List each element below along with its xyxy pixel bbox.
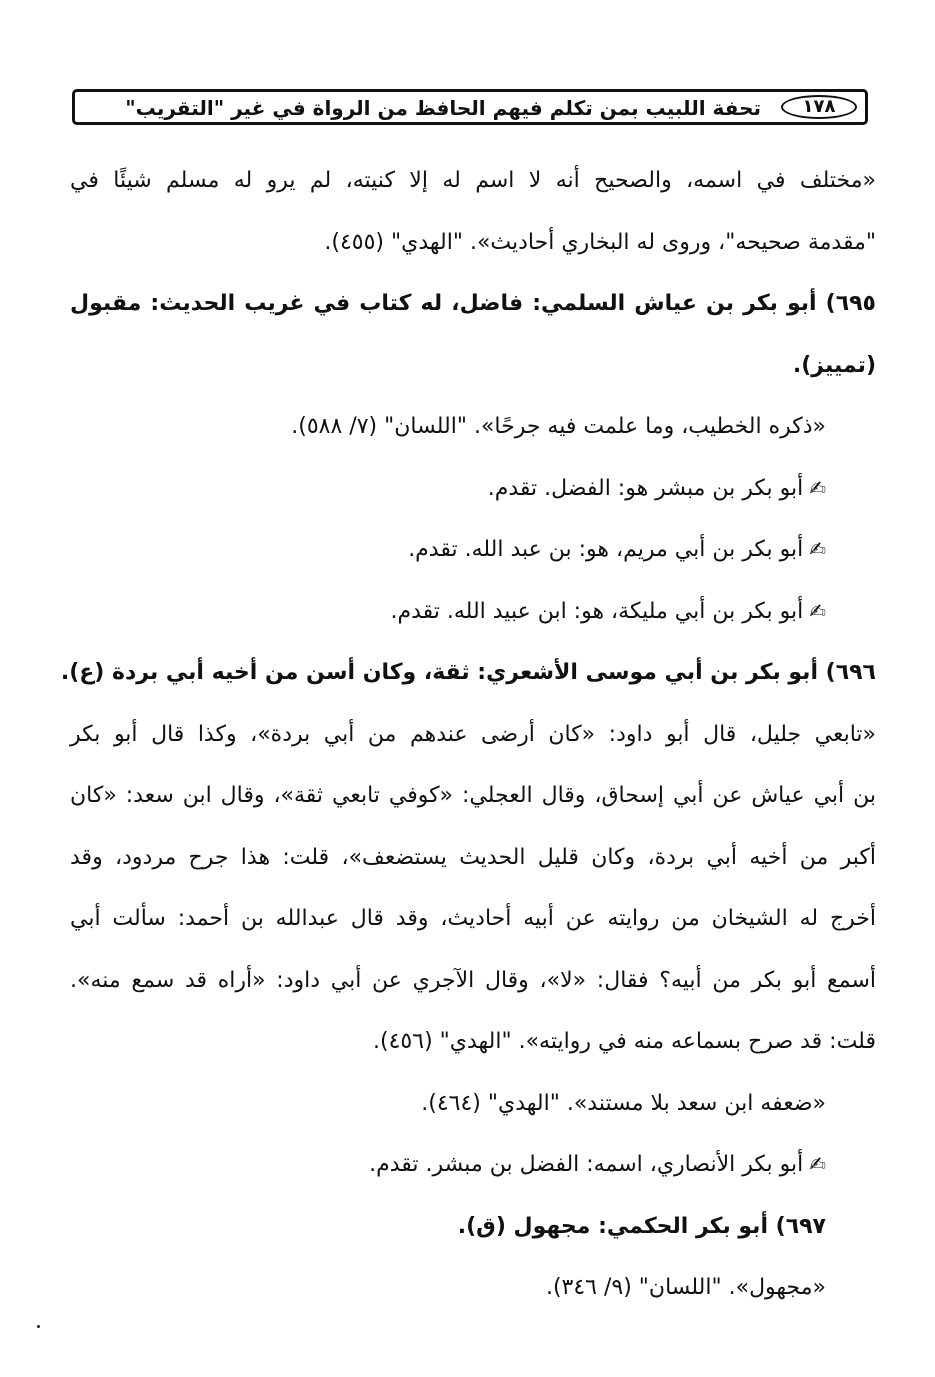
text-line: قلت: قد صرح بسماعه منه في روايته». "الهدي" (٤٥٦). [373, 1029, 876, 1054]
text-line: أخرج له الشيخان من روايته عن أبيه أحاديث، وقد قال عبدالله بن أحمد: سألت أبي [70, 906, 876, 931]
pen-icon: ✍ [809, 537, 826, 561]
text-line: بن أبي عياش عن أبي إسحاق، وقال العجلي: «كوفي تابعي ثقة»، وقال ابن سعد: «كان [70, 783, 876, 808]
cross-reference [70, 581, 876, 643]
entry-heading-cont: (تمييز). [792, 352, 876, 378]
cross-reference [70, 458, 876, 520]
pen-icon: ✍ [809, 1152, 826, 1176]
text-line: «مجهول». "اللسان" (٩/ ٣٤٦). [545, 1275, 826, 1300]
text-line: «ذكره الخطيب، وما علمت فيه جرحًا». "اللسان" (٧/ ٥٨٨). [291, 414, 826, 439]
cross-reference [70, 1134, 876, 1196]
cross-reference-text: أبو بكر بن مبشر هو: الفضل. تقدم. [487, 475, 804, 501]
text-line: "مقدمة صحيحه"، وروى له البخاري أحاديث». "الهدي" (٤٥٥). [324, 229, 876, 255]
page-body [60, 150, 876, 1319]
running-header [72, 89, 868, 125]
cross-reference-text: أبو بكر بن أبي مريم، هو: بن عبد الله. تقدم. [408, 537, 804, 562]
entry-heading: ٦٩٧) أبو بكر الحكمي: مجهول (ق). [457, 1213, 826, 1239]
text-line: «ضعفه ابن سعد بلا مستند». "الهدي" (٤٦٤). [421, 1090, 826, 1116]
text-line: أكبر من أخيه أبي بردة، وكان قليل الحديث يستضعف»، قلت: هذا جرح مردود، وقد [70, 844, 876, 870]
scan-speck [37, 1325, 40, 1328]
entry-heading: ٦٩٥) أبو بكر بن عياش السلمي: فاضل، له كتاب في غريب الحديث: مقبول [70, 291, 876, 316]
cross-reference-text: أبو بكر الأنصاري، اسمه: الفضل بن مبشر. تقدم. [369, 1152, 804, 1177]
cross-reference-text: أبو بكر بن أبي مليكة، هو: ابن عبيد الله. تقدم. [390, 598, 804, 624]
page-number: ١٧٨ [781, 95, 857, 119]
pen-icon: ✍ [809, 598, 826, 623]
entry-heading: ٦٩٦) أبو بكر بن أبي موسى الأشعري: ثقة، وكان أسن من أخيه أبي بردة (ع). [60, 660, 876, 685]
running-title: تحفة اللبيب بمن تكلم فيهم الحافظ من الرواة في غير "التقريب" [125, 96, 761, 120]
pen-icon: ✍ [809, 475, 826, 500]
text-line: أسمع أبو بكر من أبيه؟ فقال: «لا»، وقال الآجري عن أبي داود: «أراه قد سمع منه». [70, 967, 876, 993]
text-line: «مختلف في اسمه، والصحيح أنه لا اسم له إلا كنيته، لم يرو له مسلم شيئًا في [70, 168, 876, 193]
cross-reference [70, 519, 876, 581]
text-line: «تابعي جليل، قال أبو داود: «كان أرضى عندهم من أبي بردة»، وكذا قال أبو بكر [70, 721, 876, 747]
